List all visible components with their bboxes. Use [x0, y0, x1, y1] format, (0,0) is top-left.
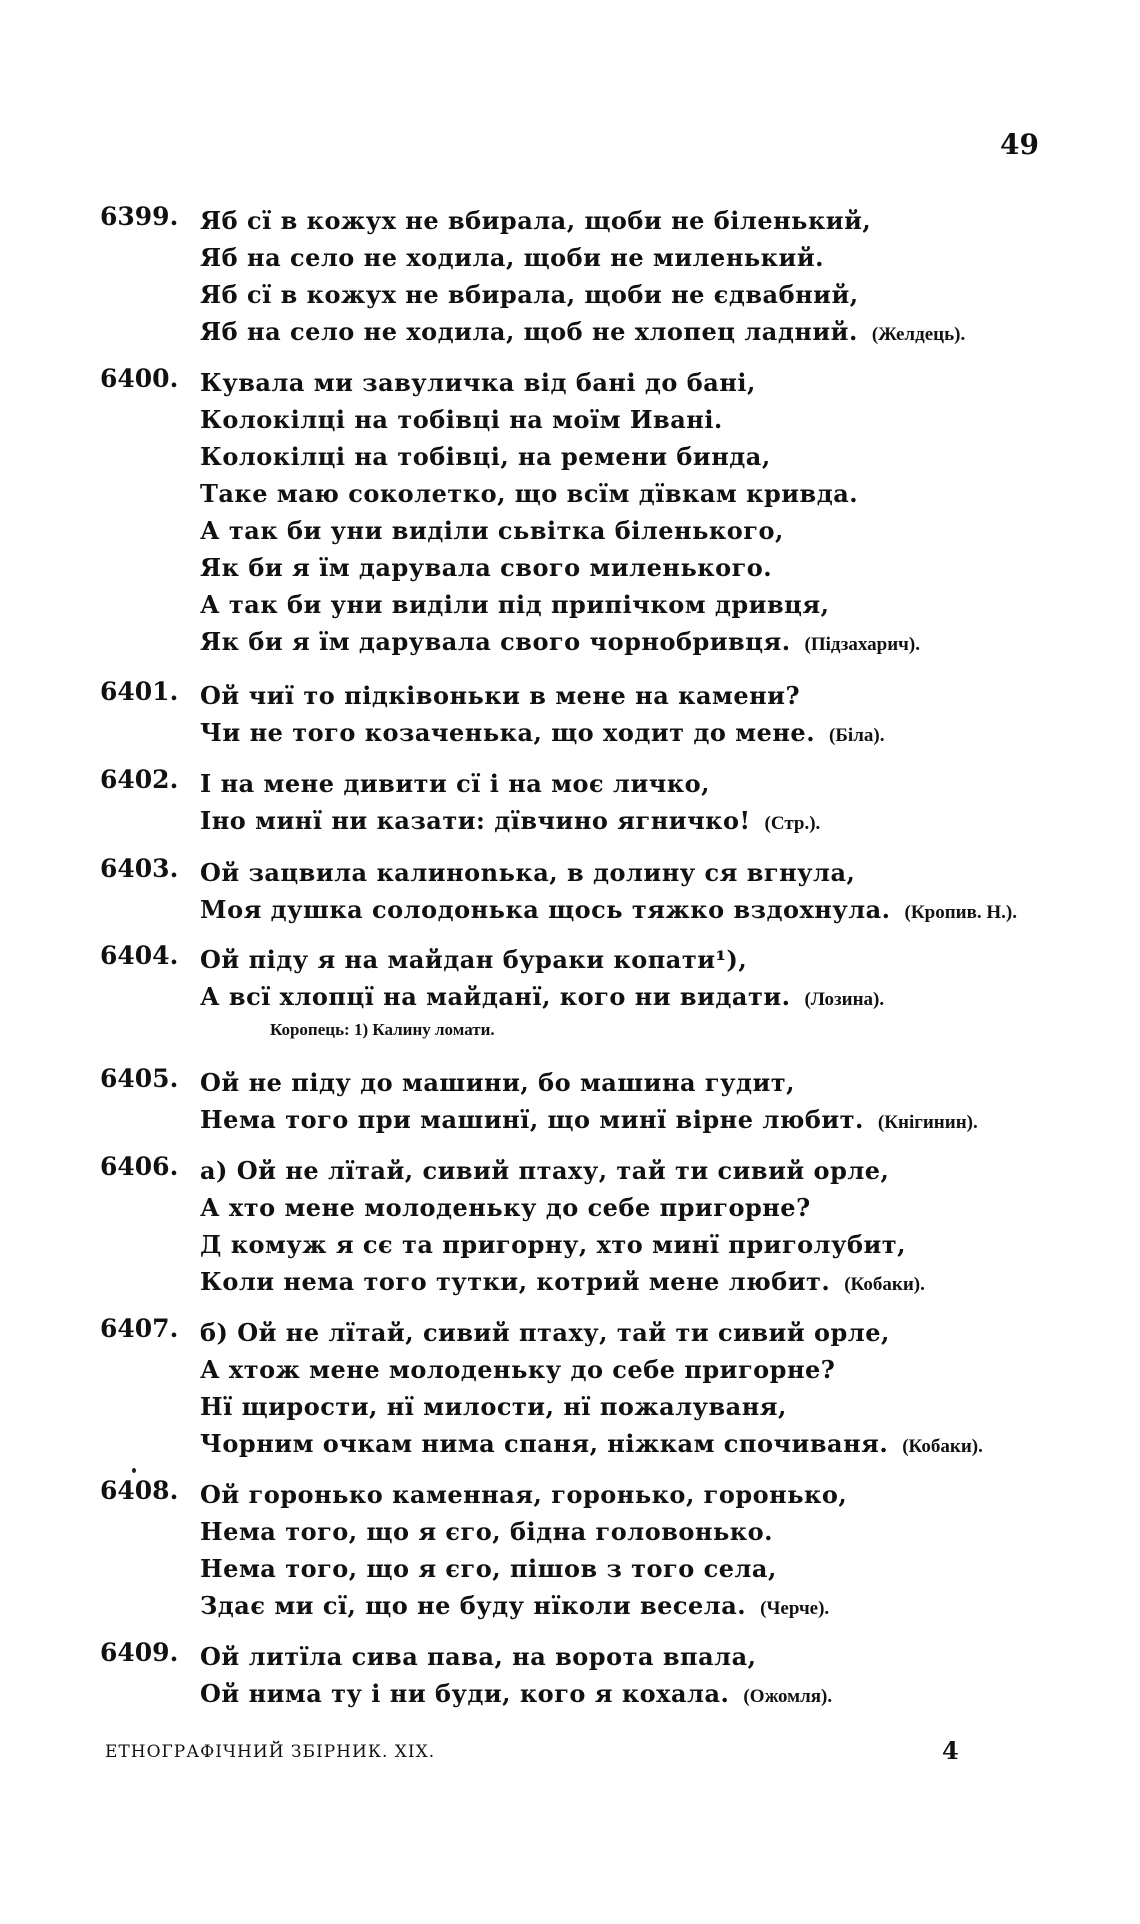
verse-line [200, 1425, 983, 1462]
verse-text: Нема того при машинї, що минї вірне любит. [200, 1105, 864, 1134]
entry-number: 6404. [100, 941, 179, 970]
page-number: 49 [1000, 128, 1039, 161]
place-attribution: (Кропив. Н.). [904, 902, 1017, 923]
place-attribution: (Біла). [829, 725, 885, 746]
verse-text: Яб на село не ходила, щоб не хлопец ладний. [200, 317, 858, 346]
verse-line: Колокілці на тобівці, на ремени бинда, [200, 442, 771, 471]
place-attribution: (Кобаки). [902, 1436, 983, 1457]
verse-line: Кувала ми завуличка від бані до бані, [200, 368, 756, 397]
verse-line: Ой зацвила калиноnька, в долину ся вгнула, [200, 858, 856, 887]
entry-number: 6400. [100, 364, 179, 393]
verse-line: Яб сї в кожух не вбирала, щоби не біленький, [200, 206, 872, 235]
verse-line [200, 313, 965, 350]
entry-number: 6403. [100, 854, 179, 883]
entry-number: 6402. [100, 765, 179, 794]
verse-line [200, 1587, 847, 1624]
verse-line [200, 1675, 832, 1712]
entry-number: 6408. [100, 1476, 179, 1505]
verse-line [200, 891, 1017, 928]
footnote: Коропець: 1) Калину ломати. [270, 1020, 495, 1039]
place-attribution: (Кобаки). [844, 1274, 925, 1295]
place-attribution: (Черче). [760, 1598, 830, 1619]
verse-line: б) Ой не лїтай, сивий птаху, тай ти сивий орле, [200, 1318, 890, 1347]
place-attribution: (Желдець). [871, 324, 966, 345]
verse-line: Нї щирости, нї милости, нї пожалуваня, [200, 1392, 787, 1421]
verse-text: Моя душка солодонька щось тяжко вздохнула. [200, 895, 891, 924]
place-attribution: (Стр.). [764, 813, 821, 834]
verse-line: І на мене дивити сї і на моє личко, [200, 769, 711, 798]
verse-text: Коли нема того тутки, котрий мене любит. [200, 1267, 831, 1296]
running-footer: ЕТНОГРАФІЧНИЙ ЗБІРНИК. XIX. [105, 1742, 436, 1762]
verse-line: Ой чиї то підківоньки в мене на камени? [200, 681, 801, 710]
verse-text: Здає ми сї, що не буду нїколи весела. [200, 1591, 747, 1620]
verse-line: Яб на село не ходила, щоби не миленький. [200, 243, 824, 272]
verse-line [200, 1101, 978, 1138]
verse-line [200, 978, 884, 1015]
verse-line: Колокілці на тобівці на моїм Ивані. [200, 405, 723, 434]
entry-number: 6407. [100, 1314, 179, 1343]
place-attribution: (Ожомля). [743, 1686, 833, 1707]
verse-text: Ой нима ту і ни буди, кого я кохала. [200, 1679, 730, 1708]
verse-line: Таке маю соколетко, що всїм дївкам кривда. [200, 479, 859, 508]
entry-number: 6401. [100, 677, 179, 706]
verse-line: Ой піду я на майдан бураки копати¹), [200, 945, 748, 974]
entry-number: 6399. [100, 202, 179, 231]
verse-line: Яб сї в кожух не вбирала, щоби не єдвабний, [200, 280, 859, 309]
place-attribution: (Лозина). [804, 989, 885, 1010]
entry-number: 6406. [100, 1152, 179, 1181]
verse-line: Ой литїла сива пава, на ворота впала, [200, 1642, 757, 1671]
verse-text: А всї хлопцї на майданї, кого ни видати. [200, 982, 791, 1011]
verse-text: Іно минї ни казати: дївчино ягничко! [200, 806, 751, 835]
verse-line: Нема того, що я єго, бідна головонько. [200, 1517, 773, 1546]
verse-line: А так би уни виділи сьвітка біленького, [200, 516, 784, 545]
verse-line [200, 1263, 925, 1300]
verse-text: Чи не того козаченька, що ходит до мене. [200, 718, 816, 747]
verse-line: Д комуж я сє та пригорну, хто минї приголубит, [200, 1230, 906, 1259]
verse-line: Ой горонько каменная, горонько, горонько, [200, 1480, 848, 1509]
verse-line: А так би уни виділи під припічком дривця, [200, 590, 830, 619]
signature-mark: 4 [942, 1736, 959, 1765]
verse-line: Нема того, що я єго, пішов з того села, [200, 1554, 777, 1583]
verse-text: Як би я їм дарувала свого чорнобривця. [200, 627, 791, 656]
place-attribution: (Кнігинин). [877, 1112, 978, 1133]
verse-text: Чорним очкам нима спаня, ніжкам спочиваня. [200, 1429, 889, 1458]
verse-line [200, 714, 884, 751]
entry-number: 6409. [100, 1638, 179, 1667]
verse-line [200, 623, 920, 660]
place-attribution: (Підзахарич). [804, 634, 920, 655]
verse-line [200, 802, 820, 839]
entry-number: 6405. [100, 1064, 179, 1093]
verse-line: А хтож мене молоденьку до себе пригорне? [200, 1355, 836, 1384]
verse-line: а) Ой не лїтай, сивий птаху, тай ти сивий орле, [200, 1156, 890, 1185]
verse-line: А хто мене молоденьку до себе пригорне? [200, 1193, 811, 1222]
verse-line: Ой не піду до машини, бо машина гудит, [200, 1068, 796, 1097]
ink-speck [132, 1468, 136, 1473]
verse-line: Як би я їм дарувала свого миленького. [200, 553, 773, 582]
